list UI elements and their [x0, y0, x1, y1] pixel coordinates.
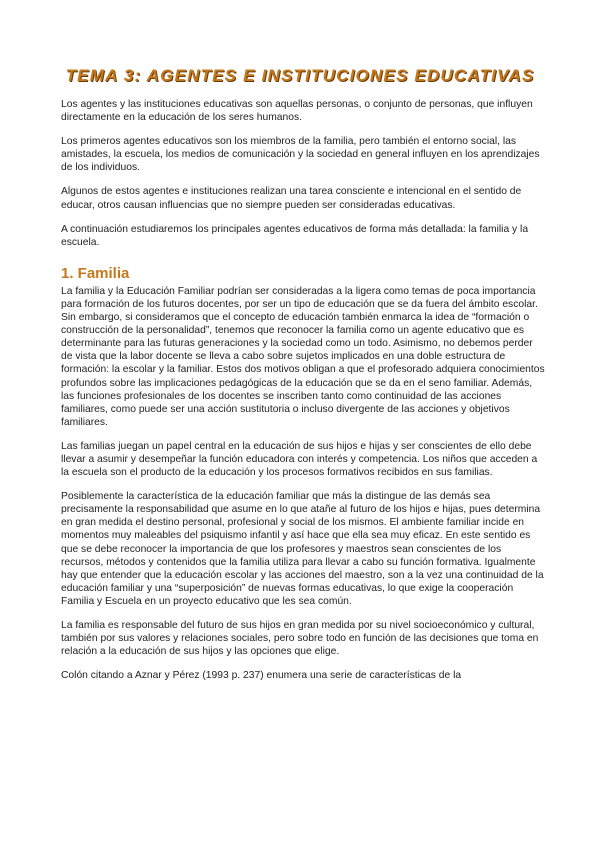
- intro-paragraph: Los agentes y las instituciones educativas son aquellas personas, o conjunto de personas, que influyen directamente en la educación de los seres humanos.: [61, 99, 533, 124]
- body-paragraph: Las familias juegan un papel central en la educación de sus hijos e hijas y ser conscientes de ello debe llevar a asumir y desempeñar la función educadora con interés y competencia. Los niños que acceden a la escuela son el producto de la educación y los procesos formativos recibidos en sus familias.: [61, 440, 538, 479]
- body-paragraph: Posiblemente la característica de la educación familiar que más la distingue de las demás sea precisamente la responsabilidad que asume en lo que atañe al futuro de los hijos e hijas, pues determina en gran medida el destino personal, profesional y social de los mismos. El ambiente familiar incide en momentos muy maleables del psiquismo infantil y así hace que ella sea muy eficaz. En este sentido es que se debe reconocer la importancia de que los profesores y maestros sean conscientes de los recursos, métodos y contenidos que la familia utiliza para llevar a cabo su función formativa. Igualmente hay que entender que la educación escolar y las acciones del maestro, son a la vez una continuidad de la educación familiar y una “superposición” de nuevas formas educativas, lo que exige la cooperación Familia y Escuela en un proyecto educativo que les sea común.: [61, 491, 544, 607]
- intro-paragraph: A continuación estudiaremos los principales agentes educativos de forma más detallada: la familia y la escuela.: [61, 223, 529, 248]
- section-heading: 1. Familia: [61, 264, 130, 282]
- page-title: TEMA 3: AGENTES E INSTITUCIONES EDUCATIVAS: [65, 66, 535, 85]
- intro-paragraph: Los primeros agentes educativos son los miembros de la familia, pero también el entorno social, las amistades, la escuela, los medios de comunicación y la sociedad en general influyen en los aprendizajes de los individuos.: [61, 136, 540, 174]
- body-paragraph: Colón citando a Aznar y Pérez (1993 p. 237) enumera una serie de características de la: [61, 670, 462, 682]
- body-paragraph: La familia es responsable del futuro de sus hijos en gran medida por su nivel socioeconómico y cultural, también por sus valores y relaciones sociales, pero sobre todo en función de las decisiones que toma en relación a la educación de sus hijos y las opciones que elige.: [61, 620, 539, 658]
- body-paragraph: La familia y la Educación Familiar podrían ser consideradas a la ligera como temas de poca importancia para formación de los futuros docentes, por ser un tipo de educación que se da fuera del ámbito escolar. Sin embargo, si consideramos que el concepto de educación también enmarca la idea de “formación o construcción de la personalidad”, tenemos que reconocer la familia como un agente educativo que es determinante para las futuras generaciones y la sociedad como un todo. Asimismo, no debemos perder de vista que la labor docente se lleva a cabo sobre sujetos implicados en una doble estructura de formación: la escolar y la familiar. Estos dos motivos obligan a que el profesorado adquiera conocimientos profundos sobre las implicaciones pedagógicas de la educación que se da en el seno familiar. Además, las funciones profesionales de los docentes se inscriben tanto como continuidad de las acciones familiares, como puede ser una acción sustitutoria o incluso divergente de las acciones y objetivos familiares.: [61, 285, 545, 428]
- document-body: [61, 98, 545, 682]
- intro-paragraph: Algunos de estos agentes e instituciones realizan una tarea consciente e intencional en el sentido de educar, otros causan influencias que no siempre pueden ser consideradas educativas.: [61, 186, 522, 211]
